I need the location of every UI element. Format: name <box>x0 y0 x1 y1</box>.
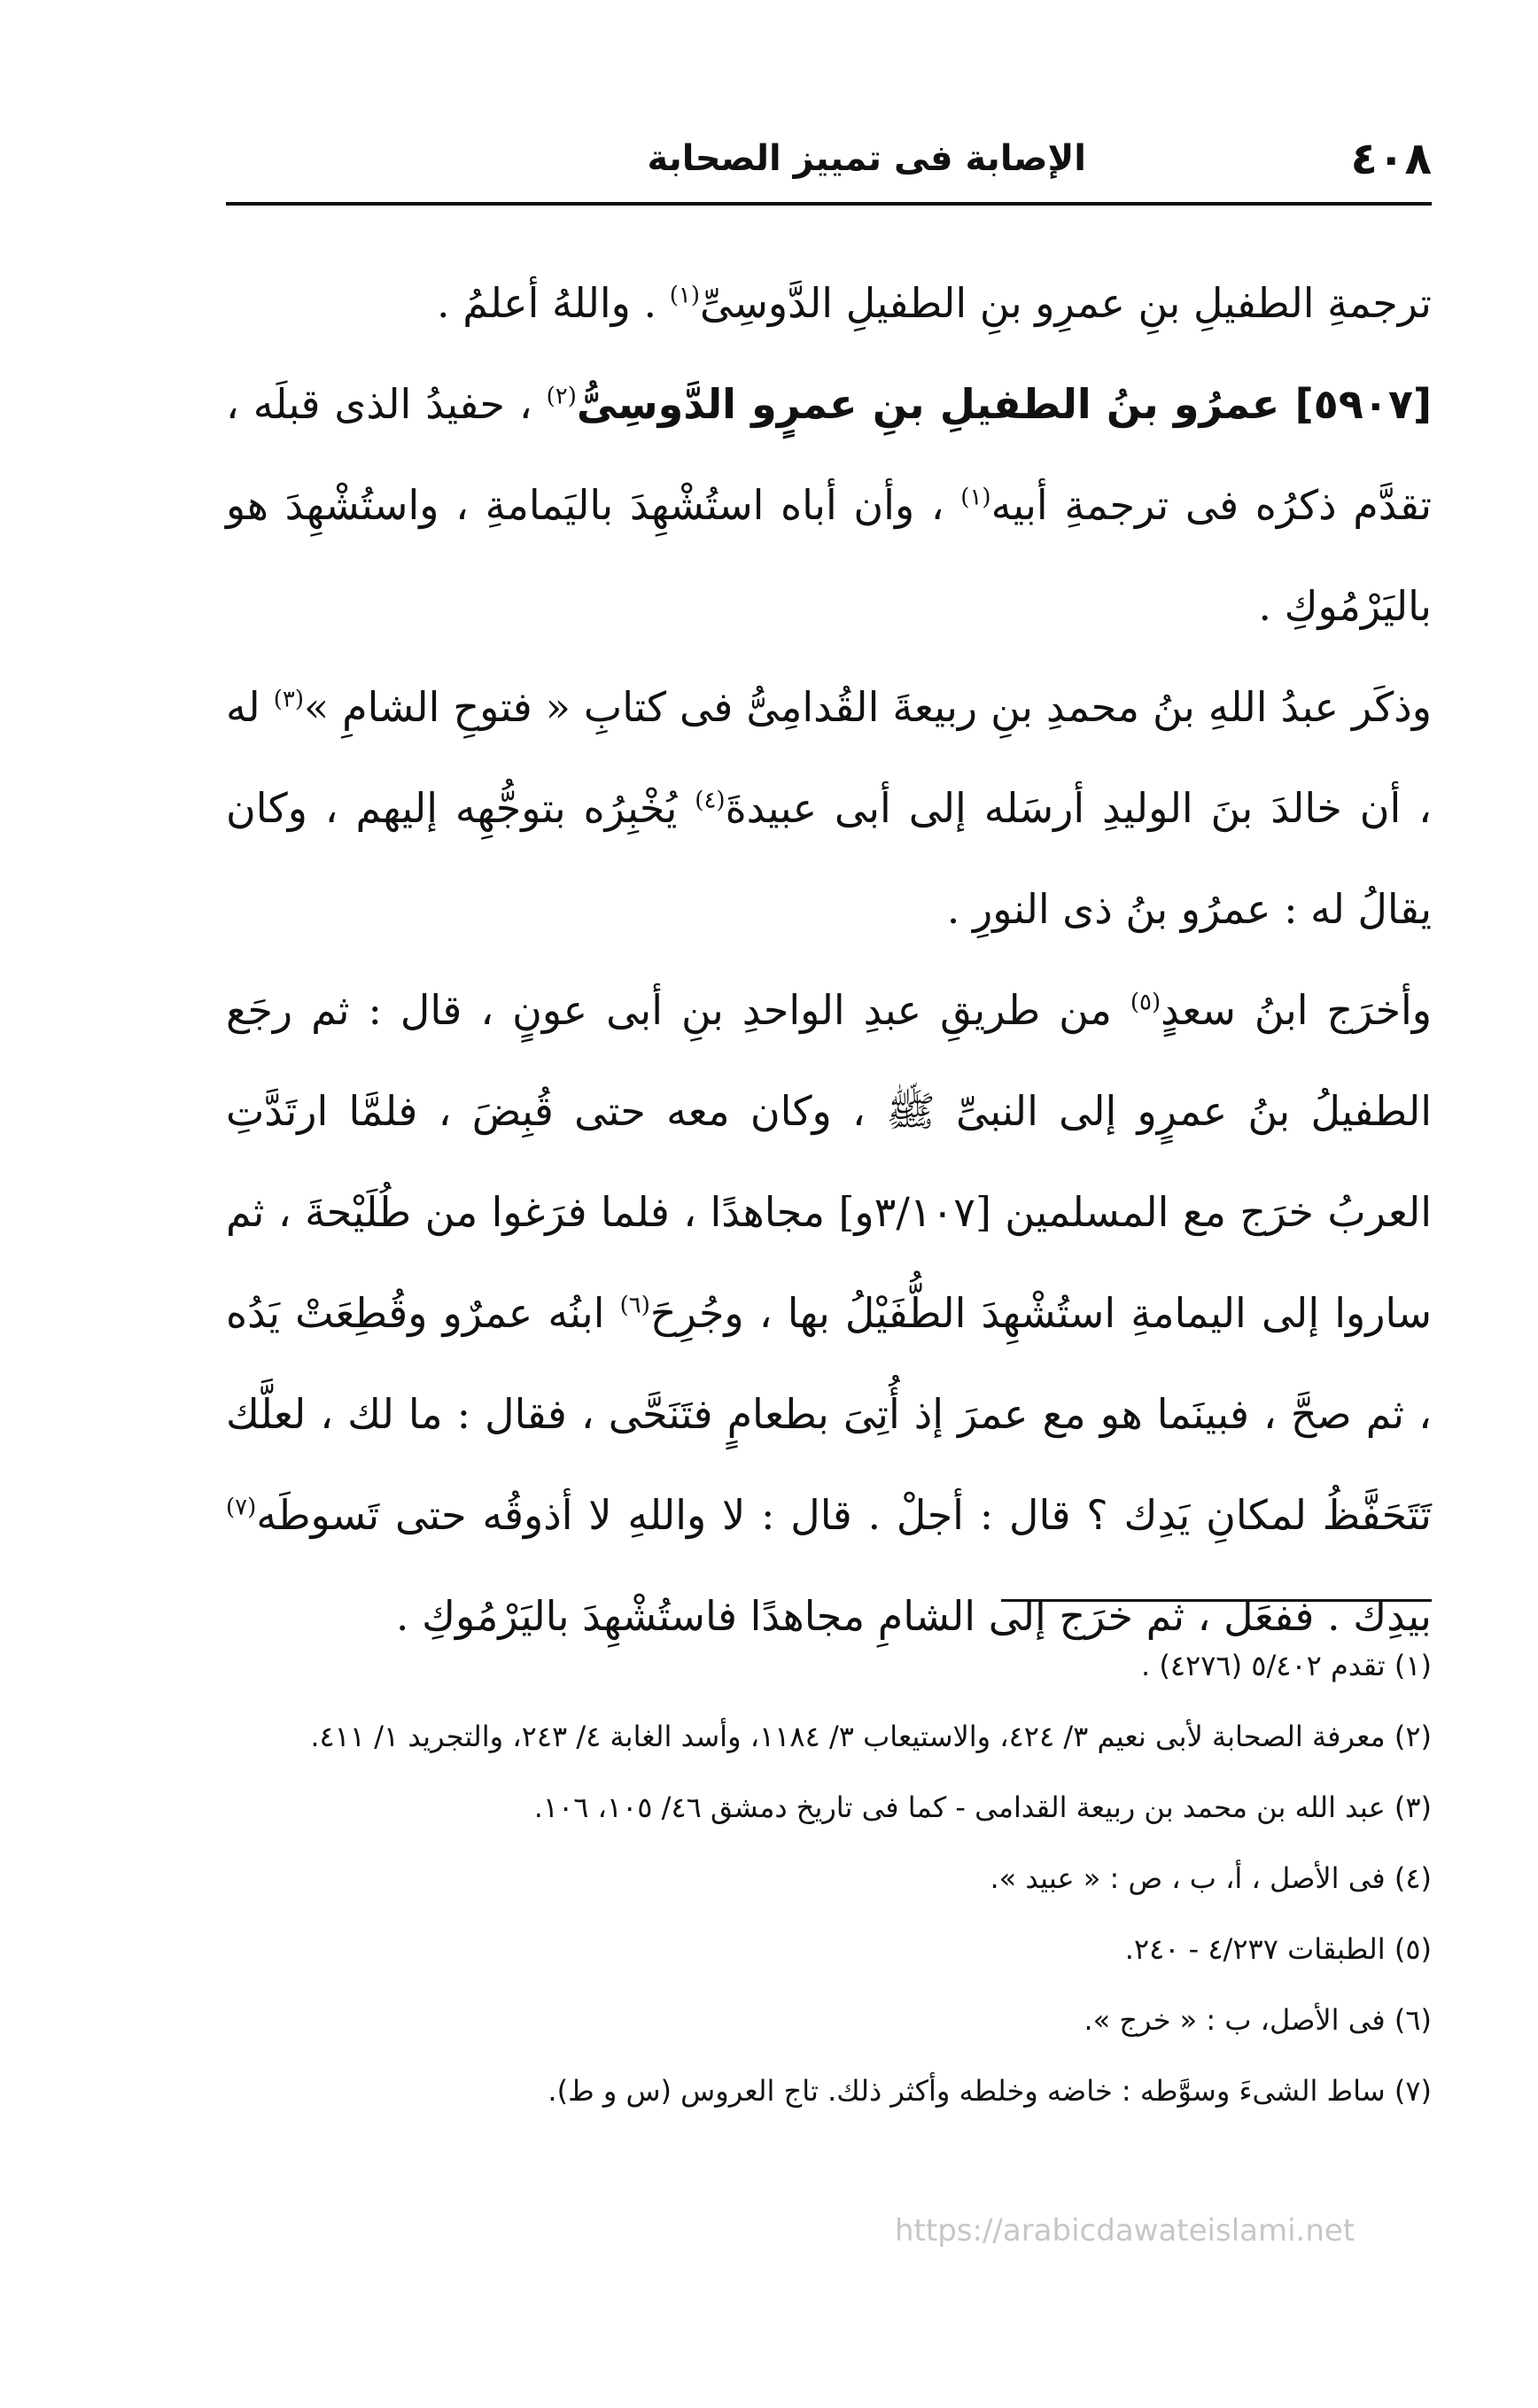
footnote: (١) تقدم ٥/٤٠٢ (٤٢٧٦) . <box>1141 1649 1432 1682</box>
paragraph-text: يُخْبِرُه بتوجُّهِه إليهم ، وكان يقالُ له : عمرُو بنُ ذى النورِ . <box>226 784 1432 933</box>
footnotes-rule <box>1001 1599 1432 1602</box>
footnotes <box>226 1630 1432 2126</box>
footnote-ref: (٦) <box>619 1292 650 1319</box>
page-header <box>226 113 1432 202</box>
footnote: (٧) ساط الشىءَ وسوَّطه : خاضه وخلطه وأكثر ذلك. تاج العروس (س و ط). <box>548 2074 1432 2108</box>
paragraph-entry-5907 <box>226 353 1432 656</box>
paragraph-text: وأخرَج ابنُ سعدٍ <box>1161 986 1432 1034</box>
footnote: (٦) فى الأصل، ب : « خرج ». <box>1084 2003 1432 2037</box>
paragraph-text: ، حفيدُ الذى قبلَه ، تقدَّم ذكرُه فى ترجمةِ أبيه <box>226 380 1432 529</box>
footnote: (٤) فى الأصل ، أ، ب ، ص : « عبيد ». <box>990 1861 1432 1895</box>
paragraph-text: . واللهُ أعلمُ . <box>437 279 670 327</box>
footnote-ref: (١) <box>960 484 991 511</box>
paragraph-text: من طريقِ عبدِ الواحدِ بنِ أبى عونٍ ، قال : ثم رجَع الطفيلُ بنُ عمرٍو إلى النبىِّ ﷺ ، وكان معه حتى قُبِضَ ، فلمَّا ارتَدَّتِ العربُ خرَج مع المسلمين [٣/١٠٧و] مجاهدًا ، فلما فرَغوا من طُلَيْحةَ ، ثم ساروا إلى اليمامةِ استُشْهِدَ الطُّفَيْلُ بها ، وجُرِحَ <box>226 986 1432 1337</box>
header-rule <box>226 202 1432 206</box>
footnote-ref: (٢) <box>546 383 577 410</box>
main-text <box>226 252 1432 1666</box>
footnote-ref: (١) <box>669 282 701 309</box>
footnote-ref: (٤) <box>695 787 726 814</box>
paragraph-futuh-al-sham <box>226 656 1432 959</box>
footnote-ref: (٥) <box>1130 989 1161 1016</box>
footnote-ref: (٣) <box>273 686 304 713</box>
footnote: (٣) عبد الله بن محمد بن ربيعة القدامى - كما فى تاريخ دمشق ٤٦/ ١٠٥، ١٠٦. <box>533 1790 1432 1824</box>
paragraph-text: بيدِك . ففعَل ، ثم خرَج إلى الشامِ مجاهدًا فاستُشْهِدَ باليَرْمُوكِ . <box>395 1592 1432 1640</box>
footnote: (٥) الطبقات ٤/٢٣٧ - ٢٤٠. <box>1124 1932 1432 1966</box>
footnote: (٢) معرفة الصحابة لأبى نعيم ٣/ ٤٢٤، والاستيعاب ٣/ ١١٨٤، وأسد الغابة ٤/ ٢٤٣، والتجريد ١/ ٤١١. <box>310 1720 1432 1753</box>
entry-heading: [٥٩٠٧] عمرُو بنُ الطفيلِ بنِ عمرٍو الدَّوسِىُّ <box>576 380 1432 428</box>
paragraph-text: له ، أن خالدَ بنَ الوليدِ أرسَله إلى أبى عبيدةَ <box>226 683 1433 832</box>
footnote-ref: (٧) <box>226 1494 257 1521</box>
running-title: الإصابة فى تمييز الصحابة <box>647 138 1086 179</box>
paragraph-text: ، وأن أباه استُشْهِدَ باليَمامةِ ، واستُشْهِدَ هو باليَرْمُوكِ . <box>226 481 1432 630</box>
paragraph-ibn-saad <box>226 959 1432 1666</box>
paragraph-closing-previous-entry <box>226 252 1432 353</box>
watermark-url: https://arabicdawateislami.net <box>895 2213 1355 2249</box>
paragraph-text: وذكَر عبدُ اللهِ بنُ محمدِ بنِ ربيعةَ القُدامِىُّ فى كتابِ « فتوحِ الشامِ » <box>303 683 1432 731</box>
page-number: ٤٠٨ <box>1350 133 1432 184</box>
paragraph-text: ابنُه عمرٌو وقُطِعَتْ يَدُه ، ثم صحَّ ، فبينَما هو مع عمرَ إذ أُتِىَ بطعامٍ فتَنَحَّى ، فقال : ما لك ، لعلَّك تَتَحَفَّظُ لمكانِ يَدِك ؟ قال : أجلْ . قال : لا واللهِ لا أذوقُه حتى تَسوطَه <box>226 1289 1432 1539</box>
paragraph-text: ترجمةِ الطفيلِ بنِ عمرِو بنِ الطفيلِ الدَّوسِىِّ <box>700 279 1432 327</box>
